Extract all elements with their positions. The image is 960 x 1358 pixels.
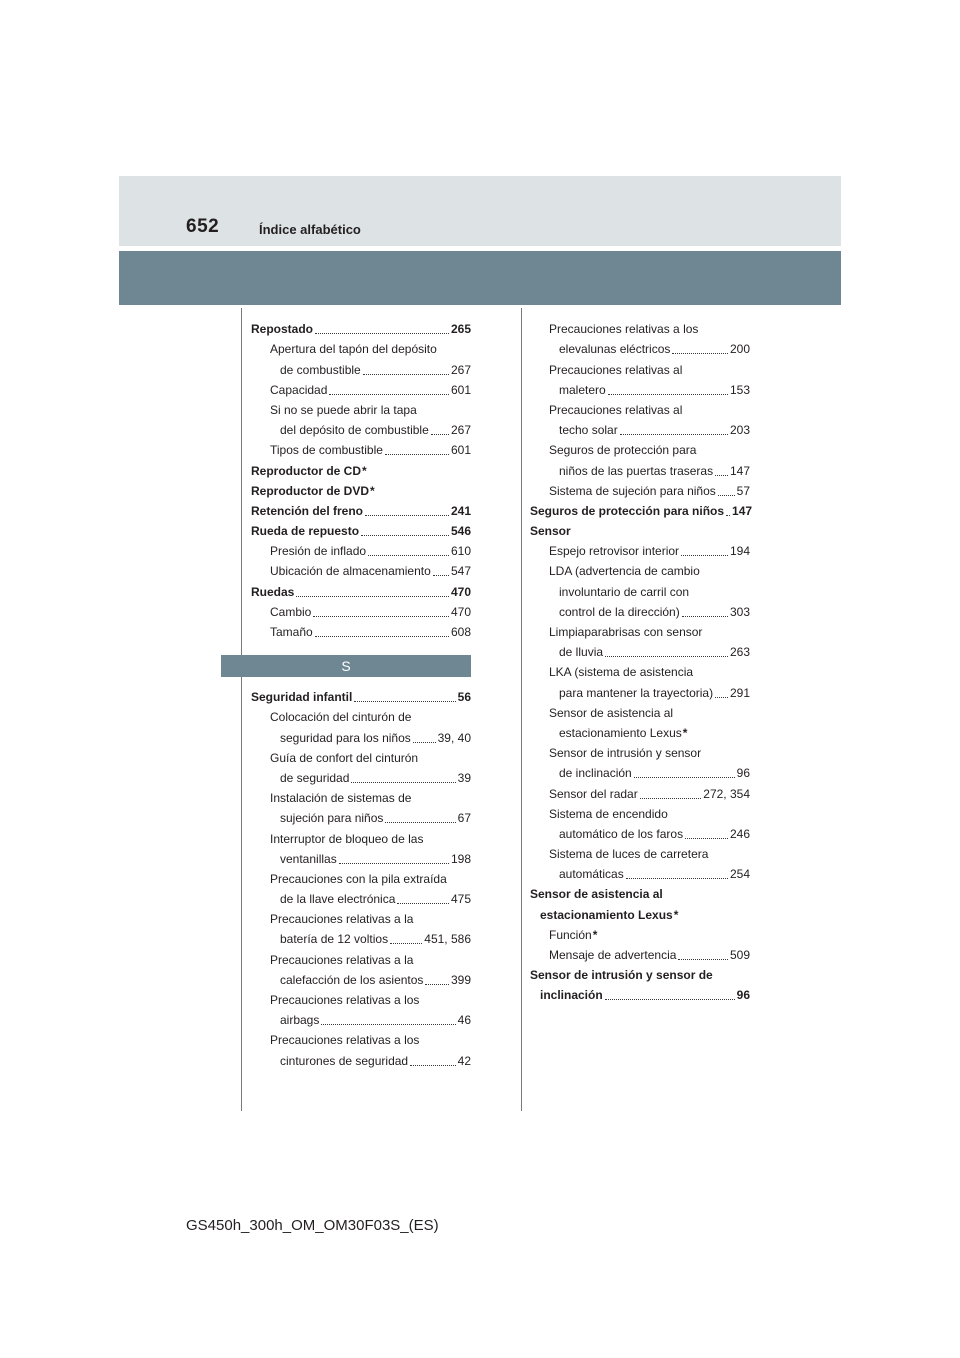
index-entry <box>251 766 471 786</box>
entry-term: Precauciones relativas a la <box>270 952 414 967</box>
page-reference: 470 <box>450 604 471 619</box>
index-entry <box>530 337 750 357</box>
page-reference: 147 <box>732 503 753 518</box>
entry-term: Sistema de encendido <box>549 806 668 821</box>
index-entry <box>251 539 471 559</box>
page-reference: 200 <box>729 342 750 357</box>
dot-leader <box>678 959 728 960</box>
page-reference: 194 <box>729 544 750 559</box>
index-block-r <box>251 317 471 640</box>
index-entry <box>251 685 471 705</box>
entry-term: inclinación <box>540 988 603 1003</box>
entry-term: Instalación de sistemas de <box>270 791 412 806</box>
index-entry <box>251 398 471 418</box>
dot-leader <box>715 697 728 698</box>
index-entry <box>530 660 750 680</box>
page-reference: 451, 586 <box>424 932 471 947</box>
index-entry <box>251 927 471 947</box>
page-reference: 547 <box>450 564 471 579</box>
page-reference: 39, 40 <box>437 730 471 745</box>
index-entry <box>530 600 750 620</box>
page-reference: 546 <box>450 524 471 539</box>
dot-leader <box>296 596 449 597</box>
dot-leader <box>351 782 455 783</box>
index-entry <box>530 741 750 761</box>
index-entry <box>530 943 750 963</box>
dot-leader <box>634 777 735 778</box>
left-column-rule <box>241 308 242 1111</box>
page-reference: 475 <box>450 892 471 907</box>
entry-term: Presión de inflado <box>270 544 367 559</box>
index-entry <box>530 418 750 438</box>
entry-term: automático de los faros <box>559 826 684 841</box>
page-reference: 509 <box>729 948 750 962</box>
entry-term: Precauciones relativas a los <box>270 1033 420 1048</box>
index-entry <box>251 968 471 988</box>
entry-term: batería de 12 voltios <box>280 932 389 947</box>
index-entry <box>530 983 750 1003</box>
index-entry <box>251 458 471 478</box>
dot-leader <box>390 943 422 944</box>
index-entry <box>251 620 471 640</box>
header-bar <box>119 251 841 305</box>
index-entry <box>251 988 471 1008</box>
entry-term: de seguridad <box>280 770 350 785</box>
index-entry <box>530 640 750 660</box>
index-entry <box>530 559 750 579</box>
entry-term: Precauciones relativas al <box>549 402 683 417</box>
dot-leader <box>718 495 735 496</box>
index-entry <box>530 882 750 902</box>
page-reference: 291 <box>729 685 750 700</box>
dot-leader <box>339 863 449 864</box>
index-entry <box>530 822 750 842</box>
entry-term: Tamaño <box>270 625 313 639</box>
dot-leader <box>354 701 455 702</box>
entry-term: Precauciones con la pila extraída <box>270 871 447 886</box>
entry-term: airbags <box>280 1013 320 1028</box>
index-entry <box>530 579 750 599</box>
dot-leader <box>605 656 728 657</box>
entry-term: Sensor de intrusión y sensor <box>549 746 702 761</box>
index-entry <box>530 479 750 499</box>
entry-term: LDA (advertencia de cambio <box>549 564 700 579</box>
dot-leader <box>315 333 449 334</box>
entry-term: seguridad para los niños <box>280 730 411 745</box>
right-column-rule <box>521 308 522 1111</box>
section-title: Índice alfabético <box>259 222 361 237</box>
index-entry <box>251 847 471 867</box>
header-band <box>119 176 841 246</box>
letter-heading-s: S <box>221 655 471 677</box>
entry-term: cinturones de seguridad <box>280 1053 409 1068</box>
page-reference: 96 <box>736 988 750 1003</box>
page-reference: 56 <box>457 690 471 705</box>
entry-term: del depósito de combustible <box>280 423 429 438</box>
page-reference: 601 <box>450 443 471 458</box>
dot-leader <box>605 999 735 1000</box>
entry-term: de inclinación <box>559 766 632 781</box>
page-number: 652 <box>186 216 220 237</box>
entry-term: elevalunas eléctricos <box>559 342 671 357</box>
dot-leader <box>321 1024 455 1025</box>
entry-term: de combustible <box>280 362 361 377</box>
index-column-left <box>251 317 471 1069</box>
page-reference: 470 <box>450 584 471 599</box>
dot-leader <box>640 798 702 799</box>
index-entry <box>530 862 750 882</box>
entry-term: Capacidad <box>270 382 328 397</box>
dot-leader <box>433 575 449 576</box>
dot-leader <box>685 838 728 839</box>
page-reference: 610 <box>450 544 471 559</box>
dot-leader <box>397 903 449 904</box>
page-reference: 57 <box>736 483 750 498</box>
entry-term: Seguros de protección para niños <box>530 503 725 518</box>
page-reference: 399 <box>450 972 471 987</box>
index-entry <box>530 842 750 862</box>
entry-term: calefacción de los asientos <box>280 972 424 987</box>
entry-term: ventanillas <box>280 851 337 866</box>
index-block-s-continued <box>530 317 753 1003</box>
index-entry <box>251 867 471 887</box>
index-entry <box>251 1048 471 1068</box>
dot-leader <box>715 475 728 476</box>
index-entry <box>251 907 471 927</box>
index-entry <box>530 438 750 458</box>
index-entry <box>530 317 750 337</box>
dot-leader <box>726 515 730 516</box>
entry-term: para mantener la trayectoria) <box>559 685 714 700</box>
page-reference: 263 <box>729 645 750 660</box>
page-reference: 267 <box>450 423 471 438</box>
entry-term: Sistema de luces de carretera <box>549 847 709 862</box>
entry-term: Rueda de repuesto <box>251 524 360 539</box>
index-entry <box>530 963 750 983</box>
entry-term: Sistema de sujeción para niños <box>549 483 716 498</box>
entry-term: de lluvia <box>559 645 604 660</box>
index-entry <box>251 806 471 826</box>
index-entry <box>251 357 471 377</box>
entry-term: Si no se puede abrir la tapa <box>270 402 417 417</box>
entry-term: estacionamiento Lexus <box>559 725 682 740</box>
page-reference: 153 <box>729 382 750 397</box>
entry-term: maletero <box>559 382 606 397</box>
entry-term: Precauciones relativas a la <box>270 912 414 927</box>
entry-term: Apertura del tapón del depósito <box>270 342 437 357</box>
entry-term: Sensor de intrusión y sensor de <box>530 968 713 983</box>
entry-term: Reproductor de DVD <box>251 483 370 498</box>
entry-term: Tipos de combustible <box>270 443 383 458</box>
asterisk-mark: * <box>370 483 375 498</box>
page-reference: 254 <box>729 867 750 882</box>
index-entry <box>530 923 750 943</box>
index-entry <box>251 1008 471 1028</box>
page-reference: 67 <box>457 811 471 826</box>
index-entry <box>251 725 471 745</box>
entry-term: automáticas <box>559 867 624 882</box>
dot-leader <box>385 822 455 823</box>
index-entry <box>251 705 471 725</box>
page-reference: 267 <box>450 362 471 377</box>
page-reference: 601 <box>450 382 471 397</box>
document-code: GS450h_300h_OM_OM30F03S_(ES) <box>186 1217 439 1234</box>
index-block-s <box>251 685 471 1069</box>
entry-term: Sensor de asistencia al <box>549 705 674 720</box>
dot-leader <box>361 535 449 536</box>
index-entry <box>251 337 471 357</box>
index-entry <box>530 781 750 801</box>
entry-term: sujeción para niños <box>280 811 384 826</box>
index-entry <box>251 317 471 337</box>
entry-term: Precauciones relativas a los <box>549 322 699 337</box>
entry-term: Sensor <box>530 524 571 539</box>
asterisk-mark: * <box>592 927 598 942</box>
index-entry <box>251 438 471 458</box>
entry-term: Colocación del cinturón de <box>270 710 412 725</box>
entry-term: Ruedas <box>251 584 295 599</box>
entry-term: de la llave electrónica <box>280 892 396 907</box>
dot-leader <box>682 616 728 617</box>
entry-term: Interruptor de bloqueo de las <box>270 831 424 846</box>
dot-leader <box>410 1065 456 1066</box>
page-reference: 246 <box>729 826 750 841</box>
index-entry <box>530 357 750 377</box>
page-reference: 303 <box>729 604 750 619</box>
index-entry <box>530 701 750 721</box>
dot-leader <box>315 636 449 637</box>
page-reference: 241 <box>450 503 471 518</box>
index-entry <box>251 378 471 398</box>
asterisk-mark: * <box>682 725 688 740</box>
dot-leader <box>368 555 449 556</box>
index-column-right <box>530 317 753 1003</box>
index-entry <box>530 458 750 478</box>
dot-leader <box>329 394 449 395</box>
index-entry <box>530 680 750 700</box>
entry-term: Precauciones relativas a los <box>270 993 420 1007</box>
page-reference: 608 <box>450 625 471 639</box>
index-entry <box>251 519 471 539</box>
index-entry <box>530 761 750 781</box>
dot-leader <box>681 555 728 556</box>
index-entry <box>251 1028 471 1048</box>
entry-term: involuntario de carril con <box>559 584 690 599</box>
entry-term: LKA (sistema de asistencia <box>549 665 694 680</box>
index-entry <box>251 559 471 579</box>
entry-term: Retención del freno <box>251 503 364 518</box>
index-entry <box>251 579 471 599</box>
entry-term: estacionamiento Lexus <box>540 907 673 922</box>
index-entry <box>251 826 471 846</box>
dot-leader <box>425 984 449 985</box>
entry-term: Sensor del radar <box>549 786 638 801</box>
index-entry <box>251 479 471 499</box>
entry-term: Ubicación de almacenamiento <box>270 564 431 579</box>
index-entry <box>251 600 471 620</box>
dot-leader <box>363 374 449 375</box>
entry-term: Reproductor de CD <box>251 463 362 478</box>
dot-leader <box>431 434 449 435</box>
entry-term: Repostado <box>251 322 314 337</box>
entry-term: Seguros de protección para <box>549 443 697 458</box>
page-reference: 265 <box>450 322 471 337</box>
page-reference: 96 <box>736 766 750 781</box>
index-entry <box>530 721 750 741</box>
entry-term: Seguridad infantil <box>251 690 353 705</box>
page-reference: 39 <box>457 770 471 785</box>
entry-term: Cambio <box>270 604 312 619</box>
index-entry <box>530 519 750 539</box>
index-entry <box>530 539 750 559</box>
asterisk-mark: * <box>673 907 679 922</box>
entry-term: Precauciones relativas al <box>549 362 683 377</box>
entry-term: Función <box>549 927 592 942</box>
dot-leader <box>672 353 728 354</box>
entry-term: Sensor de asistencia al <box>530 887 663 902</box>
page-reference: 198 <box>450 851 471 866</box>
entry-term: Guía de confort del cinturón <box>270 750 419 765</box>
index-entry <box>530 378 750 398</box>
entry-term: Espejo retrovisor interior <box>549 544 680 559</box>
index-entry <box>251 887 471 907</box>
dot-leader <box>413 742 436 743</box>
index-entry <box>251 947 471 967</box>
index-entry <box>530 802 750 822</box>
index-entry <box>530 902 750 922</box>
dot-leader <box>620 434 728 435</box>
dot-leader <box>313 616 449 617</box>
index-entry <box>530 499 753 519</box>
page-reference: 147 <box>729 463 750 478</box>
page-reference: 272, 354 <box>703 786 750 801</box>
page-reference: 46 <box>457 1013 471 1028</box>
index-entry <box>251 786 471 806</box>
entry-term: Mensaje de advertencia <box>549 948 677 962</box>
index-entry <box>251 746 471 766</box>
entry-term: niños de las puertas traseras <box>559 463 714 478</box>
index-entry <box>530 398 750 418</box>
dot-leader <box>626 878 728 879</box>
entry-term: techo solar <box>559 423 618 438</box>
dot-leader <box>385 454 449 455</box>
page-reference: 42 <box>457 1053 471 1068</box>
index-entry <box>251 499 471 519</box>
asterisk-mark: * <box>362 463 367 478</box>
index-entry <box>530 620 750 640</box>
dot-leader <box>365 515 449 516</box>
entry-term: control de la dirección) <box>559 604 680 619</box>
entry-term: Limpiaparabrisas con sensor <box>549 625 703 639</box>
dot-leader <box>608 394 728 395</box>
page-reference: 203 <box>729 423 750 438</box>
index-entry <box>251 418 471 438</box>
